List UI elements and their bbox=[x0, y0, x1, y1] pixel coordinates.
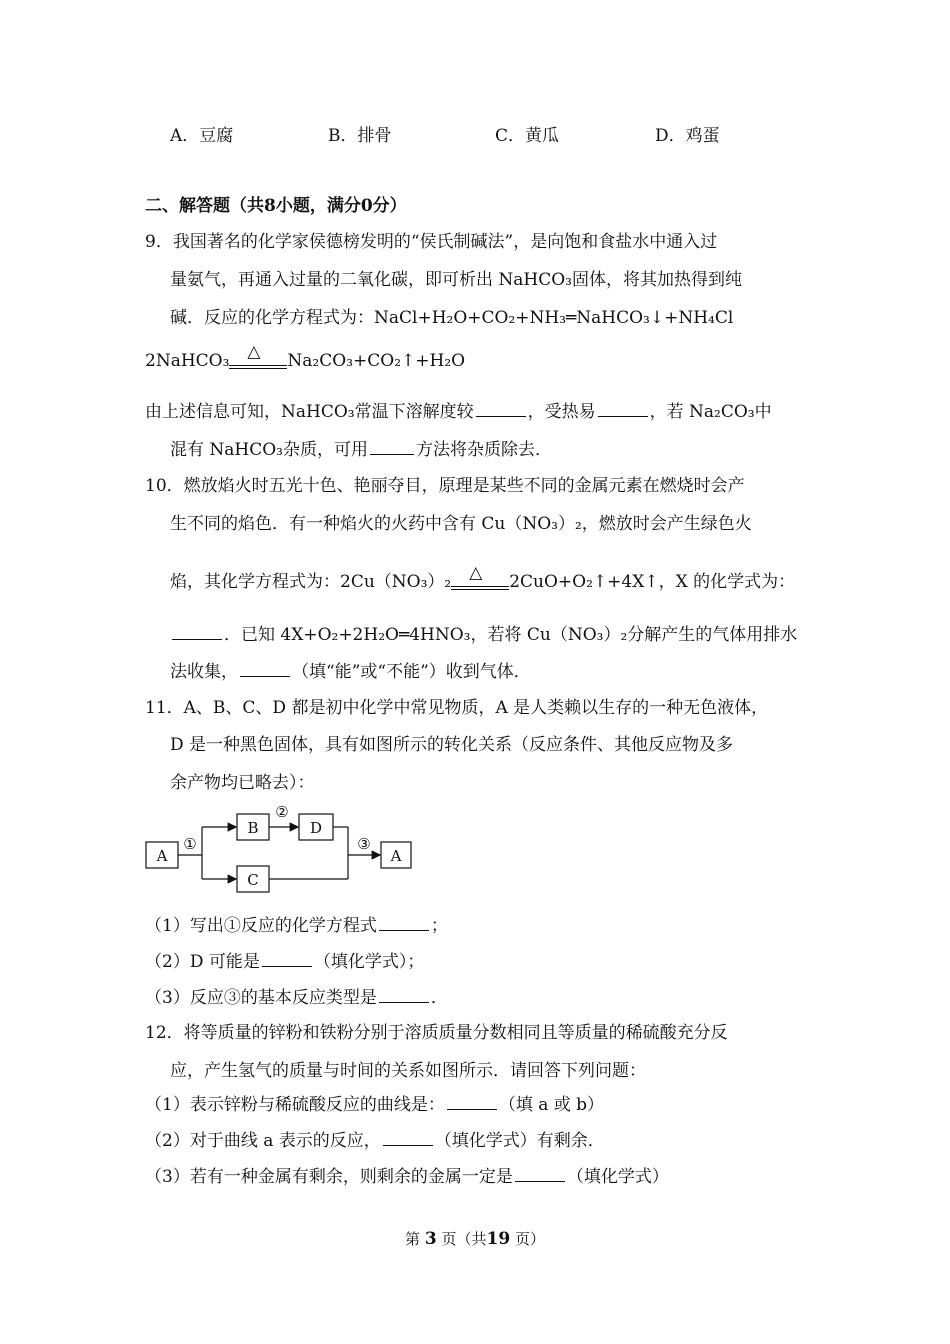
q12-sub2: （2）对于曲线 a 表示的反应， （填化学式）有剩余． bbox=[145, 1131, 605, 1151]
box-c-label: C bbox=[247, 871, 259, 889]
q9-line3: 碱．反应的化学方程式为：NaCl+H₂O+CO₂+NH₃═NaHCO₃↓+NH₄Cl bbox=[170, 308, 734, 328]
q12-sub3: （3）若有一种金属有剩余，则剩余的金属一定是 （填化学式） bbox=[145, 1167, 669, 1187]
answer-blank[interactable] bbox=[262, 951, 312, 967]
heat-triangle-icon: △ bbox=[247, 341, 261, 362]
conversion-diagram bbox=[143, 803, 423, 898]
q8-option-d: D．鸡蛋 bbox=[655, 126, 720, 146]
answer-blank[interactable] bbox=[379, 915, 429, 931]
q10-line1: 10．燃放焰火时五光十色、艳丽夺目，原理是某些不同的金属元素在燃烧时会产 bbox=[145, 476, 745, 496]
q9-line6: 混有 NaHCO₃杂质，可用 方法将杂质除去． bbox=[170, 440, 552, 460]
q11-line3: 余产物均已略去）： bbox=[170, 773, 315, 793]
answer-blank[interactable] bbox=[172, 624, 222, 640]
q12-sub1: （1）表示锌粉与稀硫酸反应的曲线是： （填 a 或 b） bbox=[145, 1095, 605, 1115]
q11-line1: 11．A、B、C、D 都是初中化学中常见物质，A 是人类赖以生存的一种无色液体， bbox=[145, 698, 769, 718]
step-3-label: ③ bbox=[357, 835, 371, 853]
heat-triangle-icon: △ bbox=[469, 562, 483, 583]
total-pages: 19 bbox=[486, 1229, 511, 1249]
q12-line2: 应，产生氢气的质量与时间的关系如图所示．请回答下列问题： bbox=[170, 1061, 646, 1081]
q9-eq2-right: Na₂CO₃+CO₂↑+H₂O bbox=[287, 351, 466, 371]
answer-blank[interactable] bbox=[370, 439, 414, 455]
q11-sub3: （3）反应③的基本反应类型是 ． bbox=[145, 988, 448, 1008]
answer-blank[interactable] bbox=[240, 661, 290, 677]
answer-blank[interactable] bbox=[379, 987, 429, 1003]
q11-sub2: （2）D 可能是 （填化学式）； bbox=[145, 952, 425, 972]
q8-option-a: A．豆腐 bbox=[170, 126, 234, 146]
q9-line5: 由上述信息可知，NaHCO₃常温下溶解度较 ，受热易 ，若 Na₂CO₃中 bbox=[145, 402, 772, 422]
q8-option-b: B．排骨 bbox=[328, 126, 392, 146]
q12-line1: 12．将等质量的锌粉和铁粉分别于溶质质量分数相同且等质量的稀硫酸充分反 bbox=[145, 1023, 728, 1043]
answer-blank[interactable] bbox=[598, 401, 648, 417]
q10-line4: ．已知 4X+O₂+2H₂O═4HNO₃，若将 Cu（NO₃）₂分解产生的气体用排水 bbox=[170, 624, 797, 646]
q10-line5: 法收集， （填“能”或“不能”）收到气体． bbox=[170, 662, 531, 682]
q8-option-c: C．黄瓜 bbox=[495, 126, 560, 146]
q9-eq2-left: 2NaHCO₃ bbox=[145, 351, 230, 371]
q10-line3: 焰，其化学方程式为：2Cu（NO₃）₂ △ 2CuO+O₂↑+4X↑，X 的化学式为： bbox=[170, 562, 796, 592]
step-1-label: ① bbox=[183, 835, 197, 853]
answer-blank[interactable] bbox=[383, 1130, 433, 1146]
heat-condition-arrow bbox=[451, 562, 509, 594]
box-d-label: D bbox=[309, 819, 323, 837]
answer-blank[interactable] bbox=[515, 1166, 565, 1182]
page-number: 3 bbox=[424, 1229, 437, 1249]
answer-blank[interactable] bbox=[476, 401, 526, 417]
answer-blank[interactable] bbox=[447, 1094, 497, 1110]
q11-sub1: （1）写出①反应的化学方程式 ； bbox=[145, 916, 448, 936]
q9-equation2 bbox=[145, 341, 466, 373]
box-b-label: B bbox=[247, 819, 259, 837]
q9-line1: 9．我国著名的化学家侯德榜发明的“侯氏制碱法”，是向饱和食盐水中通入过 bbox=[145, 232, 718, 252]
q9-line2: 量氨气，再通入过量的二氧化碳，即可析出 NaHCO₃固体，将其加热得到纯 bbox=[170, 270, 742, 290]
q11-line2: D 是一种黑色固体，具有如图所示的转化关系（反应条件、其他反应物及多 bbox=[170, 735, 734, 755]
q10-line2: 生不同的焰色．有一种焰火的火药中含有 Cu（NO₃）₂，燃放时会产生绿色火 bbox=[170, 514, 752, 534]
section-heading: 二、解答题（共8小题，满分0分） bbox=[145, 196, 407, 216]
box-a-right-label: A bbox=[390, 847, 402, 865]
box-a-left-label: A bbox=[156, 847, 168, 865]
step-2-label: ② bbox=[275, 803, 289, 821]
page-footer: 第 3 页（共19 页） bbox=[405, 1229, 545, 1249]
heat-condition-arrow bbox=[229, 341, 287, 373]
